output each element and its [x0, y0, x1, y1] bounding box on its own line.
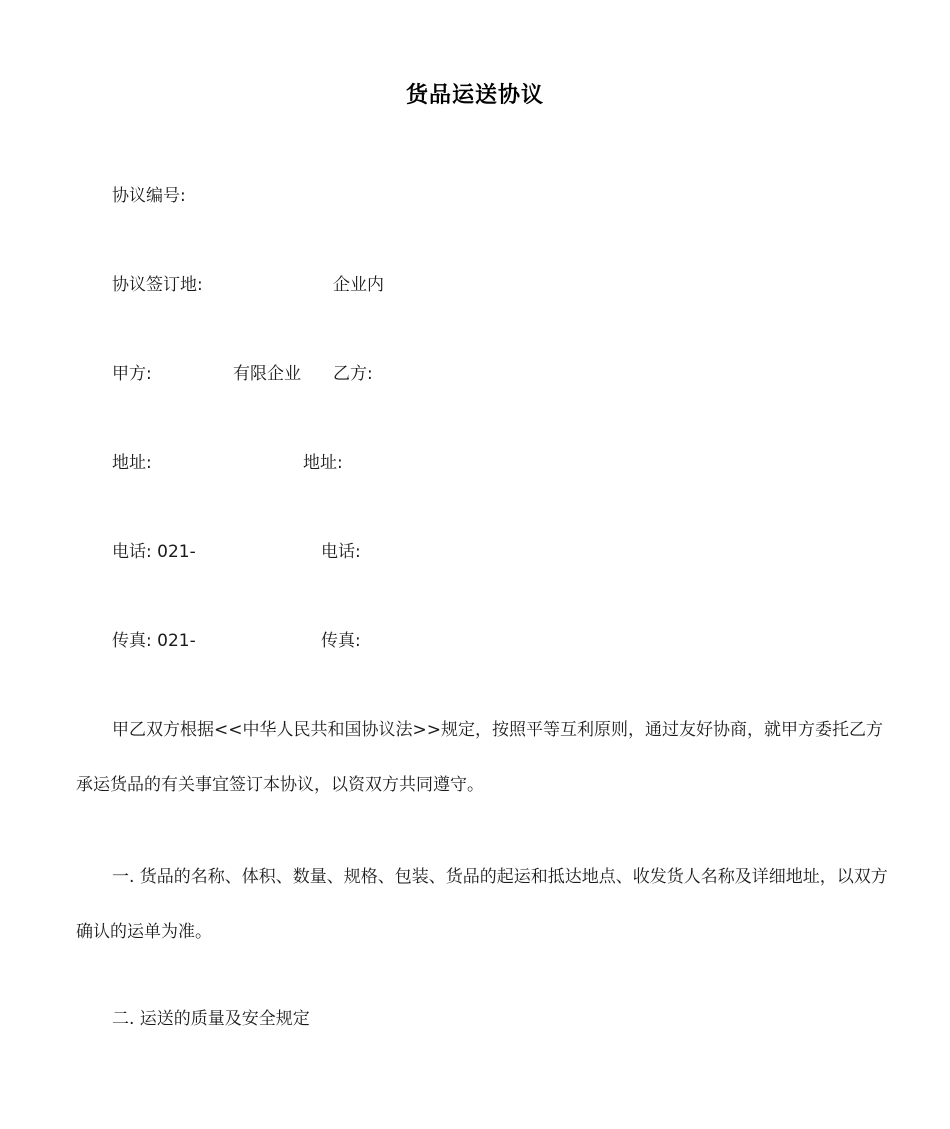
intro-paragraph: 甲乙双方根据<<中华人民共和国协议法>>规定，按照平等互利原则，通过友好协商，就甲方委托乙方承运货品的有关事宜签订本协议，以资双方共同遵守。: [76, 720, 883, 795]
contract-no-label: 协议编号:: [112, 186, 186, 206]
party-b-label: 乙方:: [333, 364, 373, 384]
clause-2-heading: 二. 运送的质量及安全规定: [112, 1009, 310, 1029]
address-b-label: 地址:: [303, 453, 343, 473]
phone-b-label: 电话:: [321, 542, 361, 562]
sign-place-label: 协议签订地:: [112, 275, 203, 295]
phone-a-label: 电话: 021-: [112, 542, 196, 562]
address-a-label: 地址:: [112, 453, 152, 473]
fax-b-label: 传真:: [321, 631, 361, 651]
fax-a-label: 传真: 021-: [112, 631, 196, 651]
page-title: 货品运送协议: [405, 83, 544, 108]
clause-1-paragraph: 一. 货品的名称、体积、数量、规格、包装、货品的起运和抵达地点、收发货人名称及详细地址，以双方确认的运单为准。: [76, 867, 888, 942]
party-a-label: 甲方:: [112, 364, 152, 384]
party-a-value: 有限企业: [233, 364, 301, 384]
sign-place-value: 企业内: [333, 275, 384, 295]
